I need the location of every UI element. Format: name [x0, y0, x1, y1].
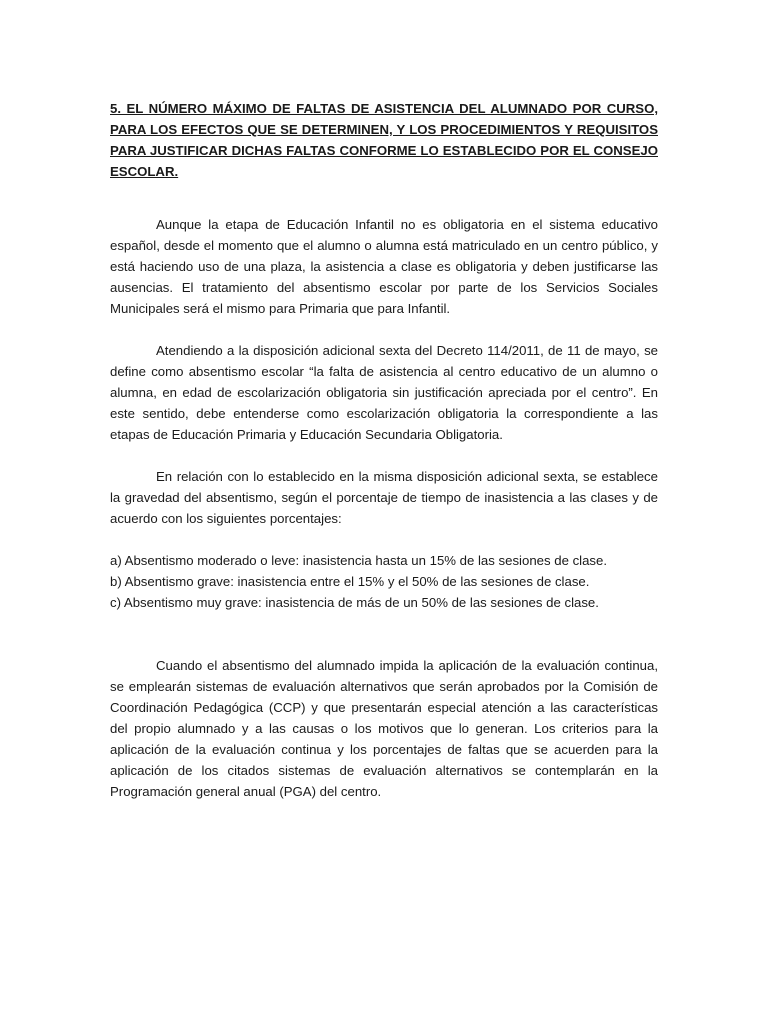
- document-page: [110, 98, 658, 823]
- paragraph-evaluacion: Cuando el absentismo del alumnado impida la aplicación de la evaluación continua, se emplearán sistemas de evaluación alternativos que serán aprobados por la Comisión de Coordinación Pedagógica (CCP) y que presentarán especial atención a las características del propio alumnado y a las causas o los motivos que lo generan. Los criterios para la aplicación de la evaluación continua y los porcentajes de faltas que se acuerden para la aplicación de los citados sistemas de evaluación alternativos se contemplarán en la Programación general anual (PGA) del centro.: [110, 658, 658, 799]
- list-item-moderado: a) Absentismo moderado o leve: inasistencia hasta un 15% de las sesiones de clase.: [110, 553, 608, 568]
- list-item-muy-grave: c) Absentismo muy grave: inasistencia de más de un 50% de las sesiones de clase.: [110, 595, 599, 610]
- section-heading: 5. EL NÚMERO MÁXIMO DE FALTAS DE ASISTENCIA DEL ALUMNADO POR CURSO, PARA LOS EFECTOS QUE SE DETERMINEN, Y LOS PROCEDIMIENTOS Y REQUISITOS PARA JUSTIFICAR DICHAS FALTAS CONFORME LO ESTABLECIDO POR EL CONSEJO ESCOLAR.: [110, 101, 658, 179]
- paragraph-decreto: Atendiendo a la disposición adicional sexta del Decreto 114/2011, de 11 de mayo, se define como absentismo escolar “la falta de asistencia al centro educativo de un alumno o alumna, en edad de escolarización obligatoria sin justificación apreciada por el centro”. En este sentido, debe entenderse como escolarización obligatoria la correspondiente a las etapas de Educación Primaria y Educación Secundaria Obligatoria.: [110, 343, 658, 442]
- absentismo-list: [110, 550, 658, 613]
- list-item-grave: b) Absentismo grave: inasistencia entre el 15% y el 50% de las sesiones de clase.: [110, 574, 590, 589]
- paragraph-gravedad: En relación con lo establecido en la misma disposición adicional sexta, se establece la gravedad del absentismo, según el porcentaje de tiempo de inasistencia a las clases y de acuerdo con los siguientes porcentajes:: [110, 469, 658, 526]
- paragraph-infantil: Aunque la etapa de Educación Infantil no es obligatoria en el sistema educativo español, desde el momento que el alumno o alumna está matriculado en un centro público, y está haciendo uso de una plaza, la asistencia a clase es obligatoria y deben justificarse las ausencias. El tratamiento del absentismo escolar por parte de los Servicios Sociales Municipales será el mismo para Primaria que para Infantil.: [110, 217, 658, 316]
